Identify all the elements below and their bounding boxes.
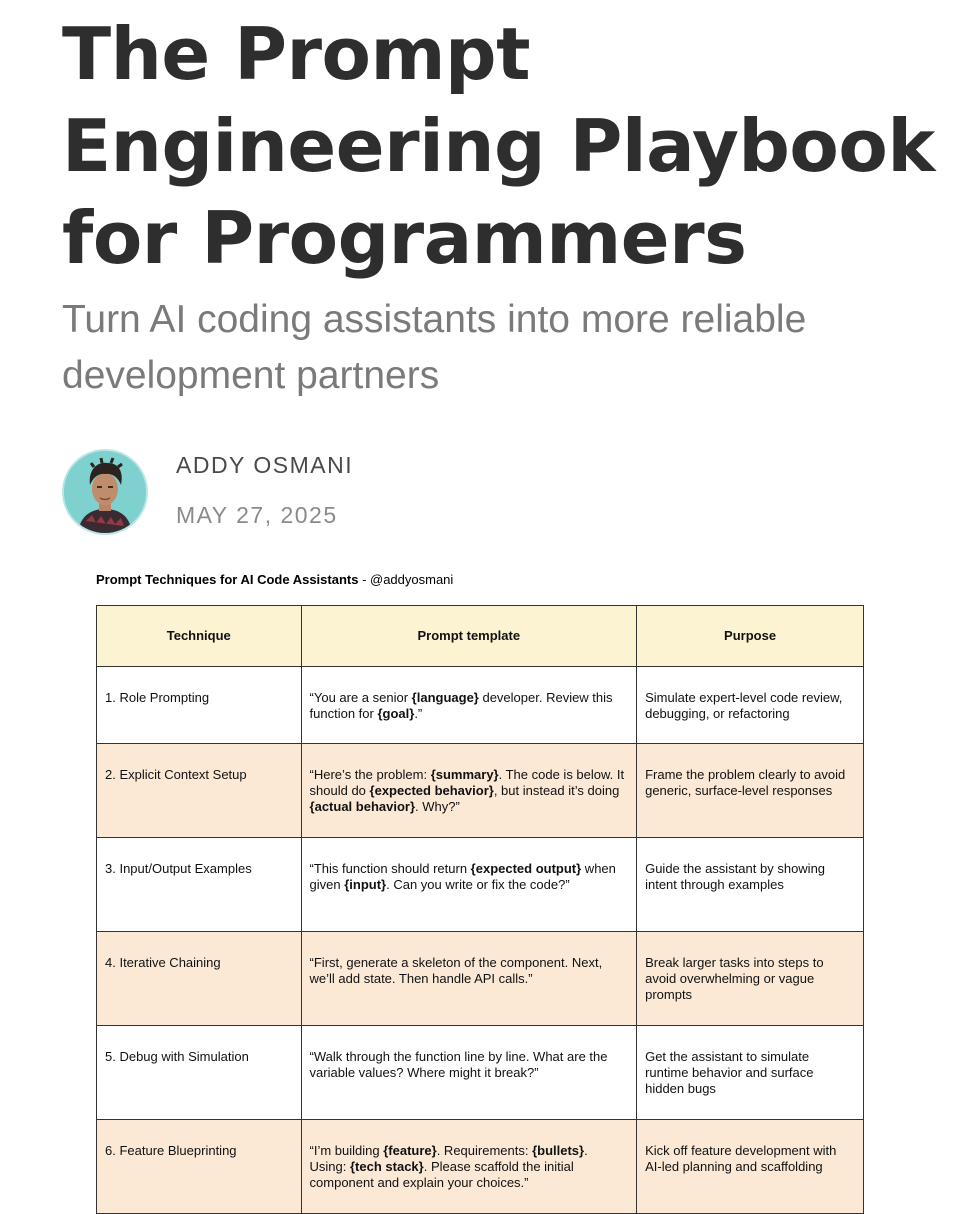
template-placeholder: {actual behavior} bbox=[309, 799, 416, 814]
template-cell bbox=[301, 667, 637, 744]
template-placeholder: {expected behavior} bbox=[369, 783, 494, 798]
template-text: . Requirements: bbox=[436, 1143, 533, 1158]
template-placeholder: {goal} bbox=[377, 706, 415, 721]
template-cell bbox=[301, 744, 637, 838]
author-photo-icon bbox=[64, 451, 146, 533]
purpose-cell: Guide the assistant by showing intent through examples bbox=[637, 838, 864, 932]
template-cell bbox=[301, 932, 637, 1026]
template-text: “Walk through the function line by line. What are the variable values? Where might it break?” bbox=[309, 1049, 608, 1080]
template-cell bbox=[301, 1120, 637, 1214]
table-row bbox=[97, 1120, 864, 1214]
template-placeholder: {language} bbox=[411, 690, 479, 705]
header-purpose: Purpose bbox=[637, 606, 864, 667]
template-text: , but instead it’s doing bbox=[493, 783, 620, 798]
techniques-table bbox=[96, 605, 864, 1214]
template-placeholder: {summary} bbox=[430, 767, 499, 782]
template-cell bbox=[301, 1026, 637, 1120]
table-caption-title: Prompt Techniques for AI Code Assistants bbox=[96, 572, 359, 587]
purpose-cell: Kick off feature development with AI-led planning and scaffolding bbox=[637, 1120, 864, 1214]
template-text: . Can you write or fix the code?” bbox=[386, 877, 570, 892]
template-placeholder: {expected output} bbox=[470, 861, 582, 876]
table-row bbox=[97, 1026, 864, 1120]
template-text: “This function should return bbox=[309, 861, 471, 876]
template-placeholder: {input} bbox=[344, 877, 387, 892]
template-text: “Here’s the problem: bbox=[309, 767, 431, 782]
template-placeholder: {bullets} bbox=[532, 1143, 585, 1158]
template-text: when given bbox=[309, 861, 616, 892]
technique-cell: 4. Iterative Chaining bbox=[97, 932, 302, 1026]
template-text: . Please scaffold the initial component and explain your choices.” bbox=[309, 1159, 574, 1190]
article-subtitle: Turn AI coding assistants into more reliable development partners bbox=[62, 298, 807, 397]
header-technique: Technique bbox=[97, 606, 302, 667]
table-row bbox=[97, 838, 864, 932]
table-caption-handle: - @addyosmani bbox=[358, 572, 454, 587]
publish-date: MAY 27, 2025 bbox=[176, 502, 338, 528]
technique-cell: 1. Role Prompting bbox=[97, 667, 302, 744]
template-text: .” bbox=[414, 706, 423, 721]
template-text: “You are a senior bbox=[309, 690, 412, 705]
header-prompt-template: Prompt template bbox=[301, 606, 637, 667]
template-text: developer. Review this function for bbox=[309, 690, 613, 721]
purpose-cell: Get the assistant to simulate runtime behavior and surface hidden bugs bbox=[637, 1026, 864, 1120]
table-row bbox=[97, 932, 864, 1026]
purpose-cell: Simulate expert-level code review, debugging, or refactoring bbox=[637, 667, 864, 744]
table-header-row bbox=[97, 606, 864, 667]
purpose-cell: Break larger tasks into steps to avoid overwhelming or vague prompts bbox=[637, 932, 864, 1026]
template-text: . Why?” bbox=[415, 799, 460, 814]
table-row bbox=[97, 667, 864, 744]
template-text: “I’m building bbox=[309, 1143, 384, 1158]
author-avatar[interactable] bbox=[62, 449, 148, 535]
technique-cell: 3. Input/Output Examples bbox=[97, 838, 302, 932]
template-text: “First, generate a skeleton of the component. Next, we’ll add state. Then handle API calls.” bbox=[309, 955, 603, 986]
template-cell bbox=[301, 838, 637, 932]
template-text: . Using: bbox=[309, 1143, 588, 1174]
table-caption bbox=[96, 572, 453, 587]
article-title: The Prompt Engineering Playbook for Programmers bbox=[62, 12, 935, 280]
technique-cell: 6. Feature Blueprinting bbox=[97, 1120, 302, 1214]
table-row bbox=[97, 744, 864, 838]
template-placeholder: {tech stack} bbox=[350, 1159, 424, 1174]
technique-cell: 5. Debug with Simulation bbox=[97, 1026, 302, 1120]
template-placeholder: {feature} bbox=[383, 1143, 437, 1158]
template-text: . The code is below. It should do bbox=[309, 767, 625, 798]
purpose-cell: Frame the problem clearly to avoid generic, surface-level responses bbox=[637, 744, 864, 838]
author-name[interactable]: ADDY OSMANI bbox=[176, 452, 354, 478]
technique-cell: 2. Explicit Context Setup bbox=[97, 744, 302, 838]
